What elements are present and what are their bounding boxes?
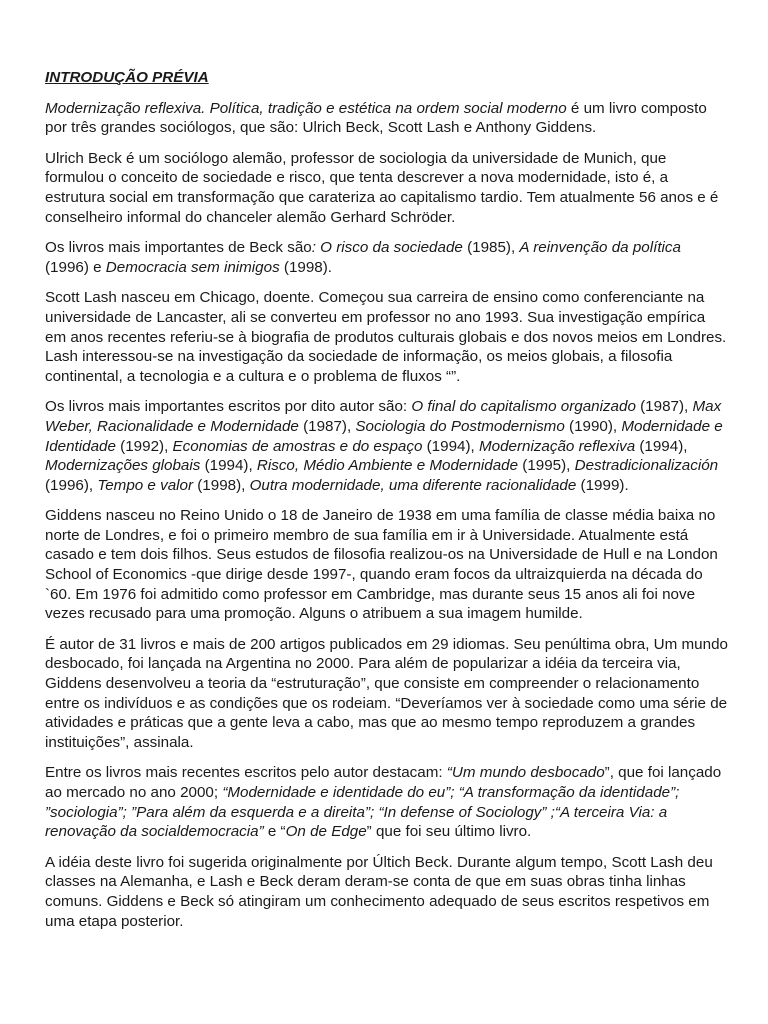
document-page xyxy=(45,68,729,942)
text-run: (1987), xyxy=(298,417,356,435)
italic-run: Modernização reflexiva xyxy=(478,437,636,455)
italic-run: A reinvenção da política xyxy=(519,239,681,257)
italic-run: “Modernidade e identidade do eu”; “A transformação da identidade”; ”sociologia”; ”Para além da esquerda e a direita”; “In defense of Sociology” ;“A terceira Via: a renovação da socialdemocracia” xyxy=(45,784,680,841)
italic-run: Modernização reflexiva. Política, tradição e estética na ordem social moderno xyxy=(45,99,567,117)
text-run: (1995), xyxy=(518,457,575,475)
paragraph xyxy=(45,853,729,931)
italic-run: Risco, Médio Ambiente e Modernidade xyxy=(256,457,519,475)
text-run: (1985), xyxy=(462,239,520,257)
text-run: Ulrich Beck é um sociólogo alemão, professor de sociologia da universidade de Munich, que formulou o conceito de sociedade e risco, que tenta descrever a nova modernidade, isto é, a estrutura social em transformação que carateriza ao capitalismo tardio. Tem atualmente 56 anos e é conselheiro informal do chanceler alemão Gerhard Schröder. xyxy=(45,149,719,226)
paragraph xyxy=(45,763,729,841)
section-heading: INTRODUÇÃO PRÉVIA xyxy=(45,69,209,86)
text-run: (1990), xyxy=(564,417,622,435)
paragraph xyxy=(45,288,729,386)
italic-run: Tempo e valor xyxy=(97,476,194,494)
text-run: e “ xyxy=(263,823,286,841)
text-run: ” que foi seu último livro. xyxy=(366,823,532,841)
paragraph xyxy=(45,238,729,277)
document-body xyxy=(45,99,729,932)
italic-run: Outra modernidade, uma diferente racionalidade xyxy=(249,476,577,494)
italic-run: : O risco da sociedade xyxy=(311,239,463,257)
italic-run: Sociologia do Postmodernismo xyxy=(355,417,565,435)
text-run: Scott Lash nasceu em Chicago, doente. Começou sua carreira de ensino como conferenciante na universidade de Lancaster, ali se converteu em professor no ano 1993. Sua investigação empírica em anos recentes referiu-se à biografia de produtos culturais globais e dos novos meios em Londres. Lash interessou-se na investigação da sociedade de informação, os meios globais, a filosofia continental, a tecnologia e a cultura e o problema de fluxos “”. xyxy=(45,289,727,385)
text-run: (1998), xyxy=(193,476,250,494)
text-run: ”, que foi lançado ao mercado no ano 2000; xyxy=(45,764,722,801)
paragraph xyxy=(45,506,729,624)
italic-run: Modernidade e Identidade xyxy=(45,417,723,455)
italic-run: Destradicionalización xyxy=(574,457,719,475)
italic-run: On de Edge xyxy=(285,823,367,841)
text-run: (1994), xyxy=(422,437,479,455)
text-run: (1994), xyxy=(635,437,688,455)
text-run: (1999). xyxy=(576,476,629,494)
text-run: (1994), xyxy=(200,457,257,475)
text-run: Os livros mais importantes de Beck são xyxy=(45,239,312,257)
italic-run: Modernizações globais xyxy=(45,457,201,475)
text-run: (1996), xyxy=(45,476,98,494)
paragraph xyxy=(45,397,729,495)
text-run: (1996) e xyxy=(45,258,106,276)
paragraph xyxy=(45,99,729,138)
paragraph xyxy=(45,635,729,753)
text-run: A idéia deste livro foi sugerida originalmente por Últich Beck. Durante algum tempo, Scott Lash deu classes na Alemanha, e Lash e Beck deram deram-se conta de que em suas obras tinha linhas comuns. Giddens e Beck só atingiram um conhecimento adequado de seus escritos respetivos em uma etapa posterior. xyxy=(45,853,713,930)
text-run: Os livros mais importantes escritos por dito autor são: xyxy=(45,398,412,416)
text-run: (1998). xyxy=(279,258,333,276)
text-run: é um livro composto por três grandes sociólogos, que são: Ulrich Beck, Scott Lash e Anthony Giddens. xyxy=(45,99,707,137)
italic-run: “Um mundo desbocado xyxy=(446,764,605,782)
italic-run: Democracia sem inimigos xyxy=(105,258,280,276)
text-run: É autor de 31 livros e mais de 200 artigos publicados em 29 idiomas. Seu penúltima obra, Um mundo desbocado, foi lançada na Argentina no 2000. Para além de popularizar a idéia da terceira via, Giddens desenvolveu a teoria da “estruturação”, que consiste em compreender o relacionamento entre os indivíduos e as condições que os rodeiam. “Deveríamos ver à sociedade como uma série de atividades e práticas que a gente leva a cabo, mas que ao mesmo tempo reproduzem a grandes instituições”, assinala. xyxy=(45,635,728,751)
italic-run: Max Weber, Racionalidade e Modernidade xyxy=(45,398,722,435)
paragraph xyxy=(45,149,729,227)
text-run: (1992), xyxy=(115,437,173,455)
text-run: Entre os livros mais recentes escritos pelo autor destacam: xyxy=(45,764,447,782)
italic-run: Economias de amostras e do espaço xyxy=(172,437,423,455)
text-run: (1987), xyxy=(635,398,693,416)
italic-run: O final do capitalismo organizado xyxy=(411,398,636,416)
text-run: Giddens nasceu no Reino Unido o 18 de Janeiro de 1938 em uma família de classe média baixa no norte de Londres, e foi o primeiro membro de sua família em ir à Universidade. Atualmente está casado e tem dois filhos. Seus estudos de filosofia realizou-os na Universidade de Hull e na London School of Economics -que dirige desde 1997-, quando eram focos da ultraizquierda na década do `60. Em 1976 foi admitido como professor em Cambridge, mas durante seus 15 anos ali foi nove vezes recusado para uma promoção. Alguns o atribuem a sua imagem humilde. xyxy=(45,507,718,623)
